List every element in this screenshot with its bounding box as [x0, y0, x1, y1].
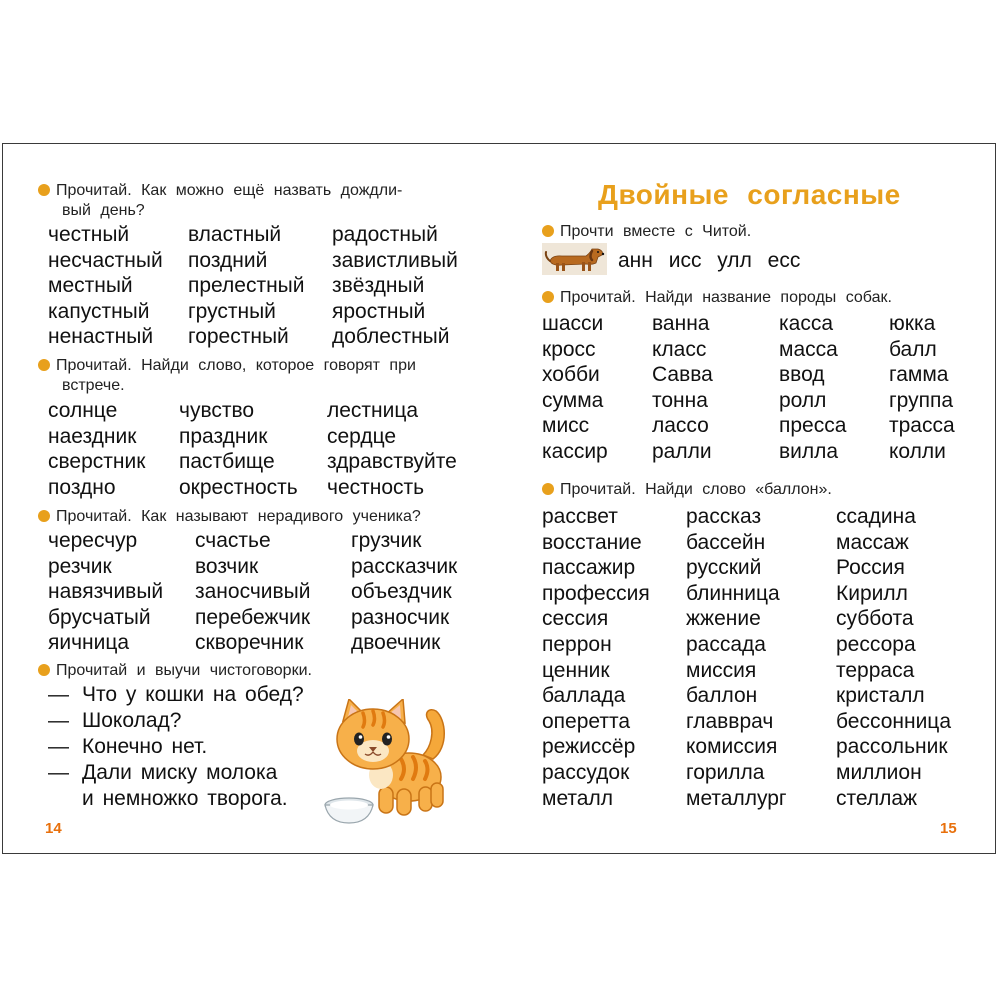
word-column: честный несчастный местный капустный ненастный: [48, 223, 163, 349]
word-column: властный поздний прелестный грустный горестный: [188, 223, 305, 349]
bullet-icon: [38, 359, 50, 371]
page-number: 14: [45, 820, 62, 837]
word-column: грузчик рассказчик объездчик разносчик двоечник: [351, 529, 458, 655]
word-column: юкка балл гамма группа трасса колли: [889, 312, 955, 463]
word-column: касса масса ввод ролл пресса вилла: [779, 312, 847, 463]
bullet-icon: [38, 510, 50, 522]
task3-instruction: Прочитай. Как называют нерадивого ученика?: [38, 507, 478, 527]
kitten-illustration: [321, 699, 466, 824]
page-number: 15: [940, 820, 957, 837]
tongue-twister: — Что у кошки на обед? — Шоколад? — Конечно нет. — Дали миску молока и немножко творога.: [48, 683, 304, 810]
word-column: рассвет восстание пассажир профессия сессия перрон ценник баллада оперетта режиссёр рассудок металл: [542, 505, 650, 810]
word-column: ванна класс Савва тонна лассо ралли: [652, 312, 713, 463]
task3-word-grid: [542, 504, 966, 811]
task2-word-grid: [542, 311, 969, 465]
page-title: Двойные согласные: [598, 179, 901, 210]
word-column: чувство праздник пастбище окрестность: [179, 399, 298, 499]
bullet-icon: [38, 184, 50, 196]
double-letters: анн исс улл есс: [618, 249, 801, 272]
word-column: радостный завистливый звёздный яростный доблестный: [332, 223, 458, 349]
task1-instruction: Прочти вместе с Читой.: [542, 222, 972, 242]
word-column: счастье возчик заносчивый перебежчик скворечник: [195, 529, 311, 655]
task3-instruction: Прочитай. Найди слово «баллон».: [542, 480, 982, 500]
bullet-icon: [542, 225, 554, 237]
task2-instruction: Прочитай. Найди слово, которое говорят при встрече.: [38, 356, 478, 396]
task2-instruction: Прочитай. Найди название породы собак.: [542, 288, 982, 308]
bullet-icon: [38, 664, 50, 676]
task4-instruction: Прочитай и выучи чистоговорки.: [38, 661, 478, 681]
task1-instruction: Прочитай. Как можно ещё назвать дождли- вый день?: [38, 181, 478, 221]
book-spread: [2, 143, 996, 854]
right-page: [500, 144, 996, 853]
word-column: шасси кросс хобби сумма мисс кассир: [542, 312, 608, 463]
dachshund-icon: [542, 243, 607, 275]
word-column: солнце наездник сверстник поздно: [48, 399, 146, 499]
word-column: рассказ бассейн русский блинница жжение рассада миссия баллон главврач комиссия горилла металлург: [686, 505, 787, 810]
word-column: чересчур резчик навязчивый брусчатый яичница: [48, 529, 164, 655]
task1-word-grid: [48, 222, 472, 350]
left-page: [3, 144, 500, 853]
task3-word-grid: [48, 528, 481, 656]
word-column: ссадина массаж Россия Кирилл суббота рессора терраса кристалл бессонница рассольник миллион стеллаж: [836, 505, 952, 810]
bullet-icon: [542, 483, 554, 495]
word-column: лестница сердце здравствуйте честность: [327, 399, 457, 499]
bullet-icon: [542, 291, 554, 303]
task2-word-grid: [48, 398, 477, 500]
